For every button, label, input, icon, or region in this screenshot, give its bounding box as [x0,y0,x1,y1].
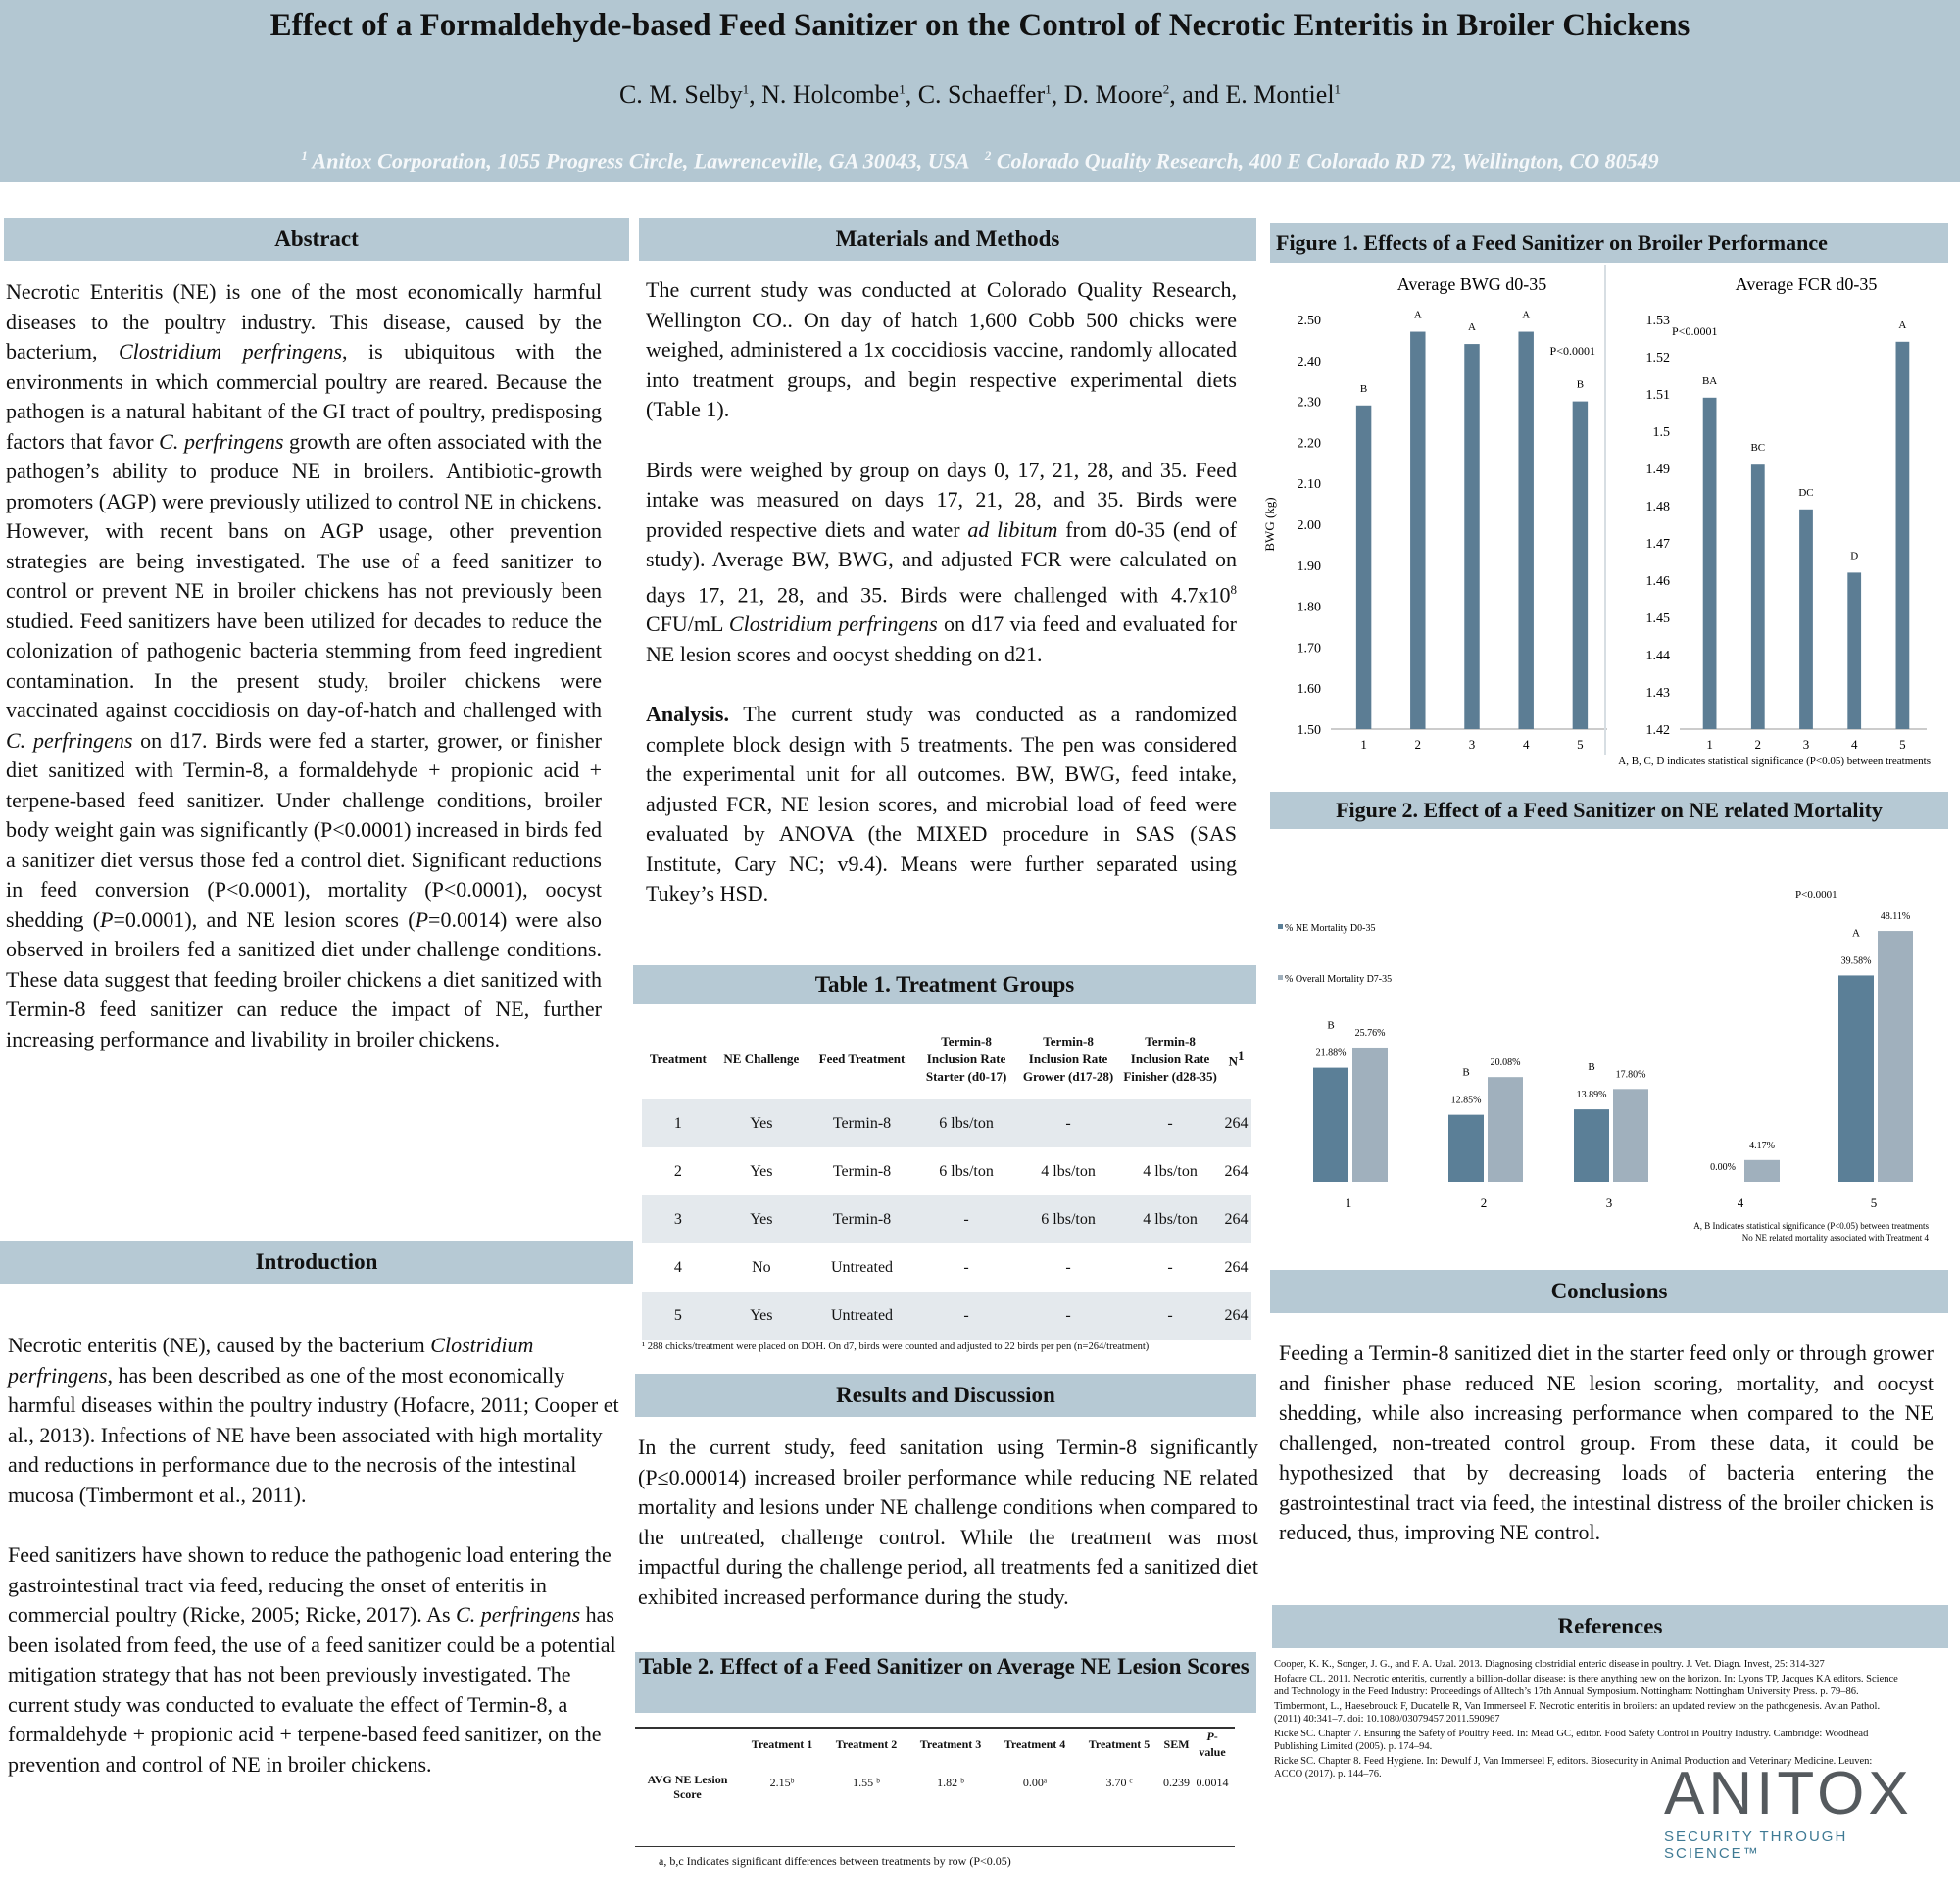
table-cell: - [915,1292,1017,1340]
y-tick-label: 1.44 [1645,649,1670,663]
analysis-label: Analysis. [646,702,729,727]
anitox-logo [1664,1760,1940,1862]
p-value-label: P<0.0001 [1549,344,1595,358]
bar [1703,398,1717,729]
table1-column-header: Termin-8 Inclusion Rate Starter (d0-17) [925,1034,1007,1084]
table-cell: - [1017,1292,1119,1340]
significance-letter: DC [1798,486,1814,499]
x-tick-label: 4 [1737,1195,1744,1210]
abstract-heading: Abstract [4,218,629,261]
x-tick-label: 1 [1345,1195,1352,1210]
bar [1410,332,1425,729]
bar [1744,1160,1780,1182]
significance-letter: BA [1701,374,1718,387]
bar [1878,931,1913,1182]
table2-row-label: AVG NE Lesion Score [647,1772,728,1801]
y-axis-label: BWG (kg) [1262,497,1277,552]
methods-paragraph-2 [646,456,1237,670]
table-cell: 4 lbs/ton [1119,1195,1221,1243]
table1-column-header: Termin-8 Inclusion Rate Finisher (d28-35) [1123,1034,1217,1084]
bar [1751,464,1765,729]
methods-heading: Materials and Methods [639,218,1256,261]
methods-p2-b: from d0-35 (end of study). Average BW, BWG, and adjusted FCR were calculated on days 17, 21, 28, and 35. Birds were challenged with 4.7x10 [646,516,1237,607]
y-tick-label: 2.30 [1297,395,1321,411]
table-cell: - [1065,1258,1071,1276]
data-label: 48.11% [1880,911,1911,923]
table-cell: 2 [673,1162,682,1180]
methods-text [646,275,1237,940]
table2-column-header: SEM [1163,1737,1190,1751]
figure2-note-2: No NE related mortality associated with Treatment 4 [1741,1233,1929,1243]
figure2-heading: Figure 2. Effect of a Feed Sanitizer on NE related Mortality [1270,792,1948,829]
x-tick-label: 2 [1480,1195,1488,1210]
bar [1838,975,1874,1182]
data-label: 13.89% [1576,1090,1607,1101]
y-tick-label: 1.46 [1645,574,1670,589]
introduction-paragraph-2: Feed sanitizers have shown to reduce the pathogenic load entering the gastrointestinal tract via feed, reducing the onset of enteritis in commercial poultry (Ricke, 2005; Ricke, 2017). As C. perfringens has been isolated from feed, the use of a feed sanitizer could be a potential mitigation strategy that has not been previously investigated. The current study was conducted to evaluate the effect of Termin-8, a formaldehyde + propionic acid + terpene-based feed sanitizer, on the prevention and control of NE in broiler chickens. [8,1542,616,1777]
table-cell: 4 [673,1258,682,1276]
bar [1352,1048,1388,1182]
methods-paragraph-3 [646,700,1237,909]
methods-p2-sup: 8 [1230,581,1237,597]
table2-row [635,1762,1233,1812]
table2-column-header: Treatment 5 [1088,1737,1151,1751]
x-tick-label: 5 [1899,737,1906,752]
analysis-text: The current study was conducted as a randomized complete block design with 5 treatments. The pen was considered the experimental unit for all outcomes. BW, BWG, feed intake, adjusted FCR, NE lesion scores, and microbial load of feed were evaluated by ANOVA (the MIXED procedure in SAS (SAS Institute, Cary NC; v9.4). Means were further separated using Tukey’s HSD. [646,702,1237,906]
table1-header-row [642,1019,1251,1099]
table-cell: 264 [1221,1195,1251,1243]
table-cell: 5 [642,1292,714,1340]
data-label: 39.58% [1840,955,1872,967]
author-name: C. M. Selby$^1$ [618,80,750,109]
y-tick-label: 2.50 [1297,314,1321,328]
title-banner [0,0,1960,182]
y-tick-label: 1.53 [1645,314,1670,328]
methods-p2-italic2: Clostridium perfringens [728,611,938,637]
y-tick-label: 1.43 [1645,686,1670,701]
introduction-text [8,1331,620,1810]
results-heading: Results and Discussion [635,1374,1256,1417]
figure1-heading: Figure 1. Effects of a Feed Sanitizer on Broiler Performance [1270,223,1948,263]
abstract-text: Necrotic Enteritis (NE) is one of the most economically harmful diseases to the poultry industry. This disease, caused by the bacterium, Clostridium perfringens, is ubiquitous with the environments in which commercial poultry are reared. Because the pathogen is a natural habitant of the GI tract of poultry, predisposing factors that favor C. perfringens growth are often associated with the pathogen’s ability to produce NE in broilers. Antibiotic-growth promoters (AGP) were previously utilized to control NE in chickens. However, with recent bans on AGP usage, other prevention strategies are being investigated. The use of a feed sanitizer to control or prevent NE in broiler chickens has not previously been studied. Feed sanitizers have been utilized for decades to reduce the colonization of pathogenic bacteria stemming from feed ingredient contamination. In the present study, broiler chickens were vaccinated against coccidiosis on day-of-hatch and challenged with C. perfringens on d17. Birds were fed a starter, grower, or finisher diet sanitized with Termin-8, a formaldehyde + propionic acid + terpene-based feed sanitizer. Under challenge conditions, broiler body weight gain was significantly (P<0.0001) increased in birds fed a sanitizer diet versus those fed a control diet. Significant reductions in feed conversion (P<0.0001), mortality (P<0.0001), oocyst shedding (P=0.0001), and NE lesion scores (P=0.0014) were also observed in broilers fed a sanitized diet under challenge conditions. These data suggest that feeding broiler chickens a diet sanitized with Termin-8 feed sanitizer can reduce the impact of NE, further increasing performance and livability in broiler chickens. [6,279,603,1051]
table-row [642,1243,1251,1292]
author-name: C. Schaeffer$^1$ [917,80,1052,109]
y-tick-label: 1.90 [1297,559,1321,574]
chart-title: Average FCR d0-35 [1735,274,1878,294]
table-cell: 264 [1224,1162,1249,1180]
table2-footnote: a, b,c Indicates significant differences between treatments by row (P<0.05) [659,1854,1011,1868]
affiliations [0,148,1960,173]
affiliation-2: Colorado Quality Research, 400 E Colorado RD 72, Wellington, CO 80549 [996,148,1659,173]
x-tick-label: 5 [1577,737,1584,752]
bar [1847,572,1861,729]
x-tick-label: 2 [1414,737,1422,752]
table-row [642,1099,1251,1147]
table-cell: - [1017,1099,1119,1147]
table-cell: 6 lbs/ton [915,1099,1017,1147]
significance-letter: B [1327,1019,1335,1032]
y-tick-label: 1.42 [1645,723,1670,738]
table1-footnote: ¹ 288 chicks/treatment were placed on DOH. On d7, birds were counted and adjusted to 22 birds per pen (n=264/treatment) [642,1341,1150,1352]
table-cell: 0.00ᵃ [1022,1776,1048,1789]
bar [1613,1089,1648,1182]
table-cell: Termin-8 [832,1162,892,1180]
table-cell: Yes [750,1162,773,1180]
methods-p2-italic: ad libitum [967,516,1058,542]
table1-column-header: Termin-8 Inclusion Rate Grower (d17-28) [1022,1034,1114,1084]
y-tick-label: 2.10 [1297,477,1321,493]
affiliation-1-mark: 1 [301,148,308,163]
table2-header-row [635,1727,1233,1762]
author-name: D. Moore$^2$ [1063,80,1170,109]
y-tick-label: 1.70 [1297,641,1321,657]
table-cell: 264 [1224,1258,1249,1276]
introduction-paragraph-1: Necrotic enteritis (NE), caused by the bacterium Clostridium perfringens, has been described as one of the most economically harmful diseases within the poultry industry (Hofacre, 2011; Cooper et al., 2013). Infections of NE have been associated with high mortality and reductions in performance due to the necrosis of the intestinal mucosa (Timbermont et al., 2011). [8,1333,619,1507]
y-tick-label: 2.20 [1297,436,1321,452]
table-cell: 1.55 ᵇ [853,1776,880,1789]
table-cell: Untreated [830,1258,894,1276]
table-cell: - [963,1258,969,1276]
table1-column-header: Feed Treatment [818,1051,906,1066]
x-tick-label: 4 [1522,737,1530,752]
methods-paragraph-1: The current study was conducted at Colorado Quality Research, Wellington CO.. On day of hatch 1,600 Cobb 500 chicks were weighed, administered a 1x coccidiosis vaccine, randomly allocated into treatment groups, and begin respective experimental diets (Table 1). [646,277,1237,421]
table-row [642,1292,1251,1340]
legend-label: % NE Mortality D0-35 [1285,923,1376,934]
bar [1799,510,1813,729]
table-cell: 3.70 ᶜ [1105,1776,1133,1789]
table-cell: 6 lbs/ton [939,1162,994,1180]
bar [1574,1109,1609,1182]
significance-letter: B [1359,382,1368,395]
table-cell: 1 [642,1099,714,1147]
p-value-label: P<0.0001 [1795,889,1838,901]
x-tick-label: 3 [1468,737,1476,752]
table2-column-header: Treatment 1 [751,1737,813,1751]
significance-letter: B [1462,1066,1470,1079]
table-cell: 0.0014 [1196,1776,1229,1789]
methods-p2-c: CFU/mL [646,611,729,637]
y-tick-label: 1.51 [1645,388,1670,403]
table-cell: No [752,1258,771,1276]
reference-item: Ricke SC. Chapter 7. Ensuring the Safety of Poultry Feed. In: Mead GC, editor. Food Safety Control in Poultry Industry. Cambridge: Woodhead Publishing Limited (2005). p. 174–94. [1274,1729,1869,1752]
methods-p2-a: Birds were weighed by group on days 0, 17, 21, 28, and 35. Feed intake was measured on days 17, 21, 28, and 35. Birds were provided respective diets and water [646,457,1237,542]
table-cell: 6 lbs/ton [1017,1195,1119,1243]
data-label: 25.76% [1354,1027,1386,1039]
table2-column-header: P-value [1199,1730,1226,1759]
x-tick-label: 3 [1802,737,1810,752]
p-value-label: P<0.0001 [1672,324,1718,338]
data-label: 20.08% [1490,1057,1521,1069]
table1-heading: Table 1. Treatment Groups [633,965,1256,1004]
bar [1448,1115,1484,1182]
x-tick-label: 1 [1706,737,1713,752]
x-tick-label: 4 [1850,737,1858,752]
legend-swatch [1278,975,1283,980]
table-cell: 1.82 ᵇ [937,1776,964,1789]
significance-letter: A [1898,318,1907,331]
x-tick-label: 2 [1754,737,1762,752]
y-tick-label: 1.60 [1297,682,1321,698]
table-cell: 0.239 [1163,1776,1191,1789]
y-tick-label: 1.49 [1645,463,1670,477]
author-name: N. Holcombe$^1$ [761,80,906,109]
legend-label: % Overall Mortality D7-35 [1285,974,1393,985]
treatment-groups-table [642,1019,1251,1340]
figure1-chart [1264,265,1940,774]
bar [1896,342,1910,729]
y-tick-label: 2.00 [1297,518,1321,533]
references-heading: References [1272,1605,1948,1648]
affiliation-1: Anitox Corporation, 1055 Progress Circle, Lawrenceville, GA 30043, USA [312,148,969,173]
methods-p2-d: on d17 via feed and evaluated for NE lesion scores and oocyst shedding on d21. [646,611,1237,666]
data-label: 12.85% [1450,1095,1482,1106]
introduction-heading: Introduction [0,1241,633,1284]
table-cell: - [1119,1099,1221,1147]
table-row [642,1147,1251,1195]
lesion-score-table [635,1727,1233,1812]
significance-letter: A [1468,321,1476,334]
table-cell: Yes [714,1195,808,1243]
significance-letter: A [1852,927,1860,940]
table1-column-header: Treatment [649,1051,707,1066]
affiliation-2-mark: 2 [984,148,992,163]
y-tick-label: 1.45 [1645,611,1670,626]
data-label: 0.00% [1710,1162,1736,1173]
logo-wordmark: ANITOX [1664,1760,1913,1828]
data-label: 4.17% [1749,1140,1775,1151]
table2-column-header [635,1727,740,1762]
bar [1518,332,1533,729]
conclusions-heading: Conclusions [1270,1270,1948,1313]
table-cell: 264 [1221,1099,1251,1147]
table-cell: Yes [714,1292,808,1340]
chart-title: Average BWG d0-35 [1396,274,1547,294]
figure2-note-1: A, B Indicates statistical significance (P<0.05) between treatments [1693,1221,1929,1231]
reference-item: Timbermont, L., Haesebrouck F, Ducatelle R, Van Immerseel F. Necrotic enteritis in broilers: an updated review on the pathogenesis. Avian Pathol. (2011) 40:341–7. doi: 10.1080/03079457.2011.590967 [1274,1701,1881,1725]
bar [1313,1068,1348,1182]
table-cell: Termin-8 [808,1099,915,1147]
reference-item: Ricke SC. Chapter 8. Feed Hygiene. In: Dewulf J, Van Immerseel F, editors. Biosecurity in Animal Production and Veterinary Medicine. Leuven: ACCO (2017). p. 144–76. [1274,1756,1873,1779]
table-cell: Untreated [808,1292,915,1340]
significance-letter: A [1522,309,1531,321]
significance-letter: D [1850,550,1859,562]
table1-column-header: N1 [1228,1048,1245,1069]
table-cell: 4 lbs/ton [1143,1162,1198,1180]
table-cell: Yes [714,1099,808,1147]
significance-letter: B [1576,378,1585,391]
table-cell: - [915,1195,1017,1243]
reference-item: Cooper, K. K., Songer, J. G., and F. A. Uzal. 2013. Diagnosing clostridial enteric disease in poultry. J. Vet. Diagn. Invest, 25: 314-327 [1274,1659,1825,1670]
bar [1488,1077,1523,1182]
table-cell: 4 lbs/ton [1041,1162,1096,1180]
figure2-chart [1270,882,1946,1254]
table1-column-header: NE Challenge [723,1051,800,1066]
logo-tagline: SECURITY THROUGH SCIENCE™ [1664,1828,1848,1862]
reference-item: Hofacre CL. 2011. Necrotic enteritis, currently a billion-dollar disease: is there anything new on the horizon. In: Lyons TP, Jacques KA editors. Science and Technology in the Feed Industry: Proceedings of Alltech’s 17th Annual Symposium. Nottingham: Nottingham University Press. p. 79–86. [1274,1674,1898,1697]
x-tick-label: 5 [1870,1195,1878,1210]
table2-heading: Table 2. Effect of a Feed Sanitizer on Average NE Lesion Scores [635,1652,1256,1713]
author-name: E. Montiel$^1$ [1225,80,1342,109]
data-label: 21.88% [1315,1048,1347,1059]
table-cell: - [1119,1292,1221,1340]
table2-column-header: Treatment 4 [1004,1737,1066,1751]
poster-title: Effect of a Formaldehyde-based Feed Sanitizer on the Control of Necrotic Enteritis in Broiler Chickens [270,8,1690,43]
x-tick-label: 3 [1605,1195,1613,1210]
y-tick-label: 1.52 [1645,351,1670,366]
table-cell: Termin-8 [808,1195,915,1243]
significance-letter: B [1588,1061,1595,1074]
table-cell: 3 [642,1195,714,1243]
significance-letter: A [1413,309,1422,321]
y-tick-label: 1.47 [1645,537,1670,552]
bar [1573,402,1588,729]
y-tick-label: 1.50 [1297,723,1321,738]
conclusions-text: Feeding a Termin-8 sanitized diet in the starter feed only or through grower and finisher phase reduced NE lesion scoring, mortality, and oocyst shedding, while also increasing performance when compared to the NE challenged, non-treated control group. From these data, it could be hypothesized that by decreasing loads of bacteria entering the gastrointestinal tract via feed, the intestinal distress of the broiler chicken is reduced, thus, improving NE control. [1279,1340,1934,1544]
data-label: 17.80% [1615,1069,1646,1081]
significance-letter: BC [1750,442,1766,455]
table-cell: 264 [1221,1292,1251,1340]
bar [1356,406,1371,729]
table-cell: - [1167,1258,1173,1276]
figure1-note: A, B, C, D indicates statistical significance (P<0.05) between treatments [1618,756,1931,767]
legend-swatch [1278,924,1283,929]
author-list: C. M. Selby$^1$, N. Holcombe$^1$, C. Schaeffer$^1$, D. Moore$^2$, and E. Montiel$^1$ [618,80,1342,109]
y-tick-label: 1.48 [1645,500,1670,514]
table-row [642,1195,1251,1243]
table2-column-header: Treatment 2 [835,1737,898,1751]
results-text: In the current study, feed sanitation using Termin-8 significantly (P≤0.00014) increased broiler performance while reducing NE related mortality and lesions under NE challenge conditions when compared to the untreated, challenge control. While the treatment was most impactful during the challenge period, all treatments fed a sanitized diet exhibited increased performance during the study. [638,1435,1258,1609]
bar [1464,344,1479,729]
table2-bottom-rule [635,1846,1235,1847]
y-tick-label: 1.5 [1652,425,1670,440]
y-tick-label: 1.80 [1297,600,1321,615]
y-tick-label: 2.40 [1297,354,1321,369]
table2-column-header: Treatment 3 [919,1737,982,1751]
x-tick-label: 1 [1360,737,1367,752]
table-cell: 2.15ᵇ [769,1776,795,1789]
